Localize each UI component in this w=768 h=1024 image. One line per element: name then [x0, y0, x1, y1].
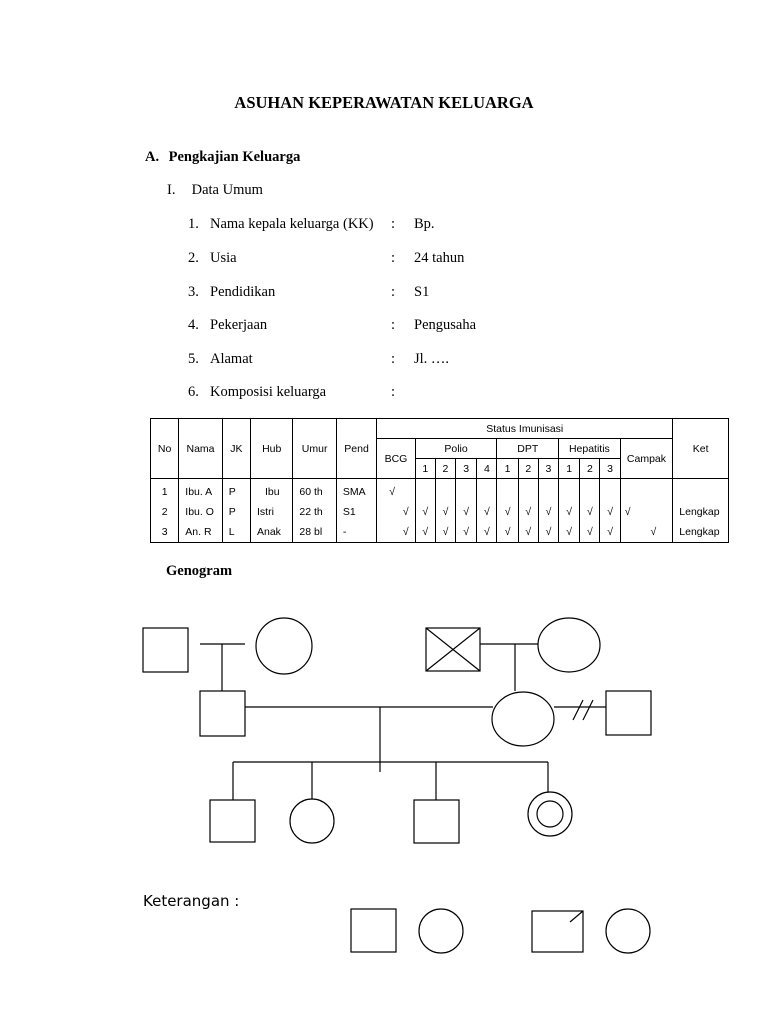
field-colon: : — [391, 317, 396, 333]
cell-hep: √ — [566, 506, 573, 518]
header-polio-dose: 4 — [477, 459, 497, 479]
legend-deceased-male-symbol — [532, 911, 583, 952]
cell-umur: 22 th — [299, 506, 323, 518]
cell-hub: Anak — [257, 526, 281, 538]
field-colon: : — [391, 351, 396, 367]
cell-hep: √ — [607, 506, 613, 518]
cell-jk: P — [228, 486, 236, 498]
daughter-symbol — [290, 799, 334, 843]
field-number: 6. — [188, 384, 199, 400]
grandfather-maternal-deceased-symbol — [426, 628, 480, 671]
header-bcg: BCG — [377, 439, 415, 479]
husband-symbol — [200, 691, 245, 736]
cell-bcg: √ — [389, 486, 396, 498]
field-value: Bp. — [414, 216, 435, 232]
cell-ket: Lengkap — [679, 506, 720, 518]
header-umur: Umur — [293, 419, 336, 479]
cell-no: 3 — [161, 526, 168, 538]
header-ket: Ket — [673, 419, 729, 479]
cell-jk: L — [228, 526, 235, 538]
cell-polio: √ — [422, 506, 429, 518]
son-symbol — [414, 800, 459, 843]
field-colon: : — [391, 250, 396, 266]
cell-polio: √ — [442, 526, 449, 538]
cell-pend: S1 — [342, 506, 356, 518]
cell-no: 2 — [161, 506, 168, 518]
cell-nama: Ibu. A — [185, 486, 213, 498]
field-value: S1 — [414, 284, 430, 300]
cell-polio: √ — [463, 526, 470, 538]
cell-dpt: √ — [545, 506, 552, 518]
cell-dpt: √ — [525, 506, 532, 518]
cell-hub: Ibu — [265, 486, 280, 498]
field-colon: : — [391, 384, 396, 400]
field-colon: : — [391, 284, 396, 300]
header-dpt: DPT — [497, 439, 559, 459]
ex-husband-symbol — [606, 691, 651, 735]
field-label: Nama kepala keluarga (KK) — [210, 216, 374, 232]
header-nama: Nama — [179, 419, 222, 479]
cell-polio: √ — [442, 506, 449, 518]
cell-jk: P — [228, 506, 236, 518]
cell-hep: √ — [587, 526, 593, 538]
cell-bcg: √ — [402, 506, 409, 518]
header-polio-dose: 2 — [435, 459, 455, 479]
header-campak: Campak — [620, 439, 673, 479]
grandmother-maternal-symbol — [538, 618, 600, 672]
section-label: Pengkajian Keluarga — [168, 149, 301, 165]
cell-dpt: √ — [504, 506, 511, 518]
cell-umur: 28 bl — [299, 526, 323, 538]
cell-nama: Ibu. O — [185, 506, 214, 518]
field-label: Alamat — [210, 351, 253, 367]
cell-campak: √ — [624, 506, 631, 518]
header-polio: Polio — [415, 439, 497, 459]
field-number: 3. — [188, 284, 199, 300]
field-number: 4. — [188, 317, 199, 333]
field-label: Pendidikan — [210, 284, 276, 300]
field-number: 2. — [188, 250, 199, 266]
divorce-mark — [573, 700, 583, 720]
field-value: 24 tahun — [414, 250, 465, 266]
page-title: ASUHAN KEPERAWATAN KELUARGA — [234, 93, 534, 112]
header-hep-dose: 2 — [580, 459, 600, 479]
header-hep-dose: 1 — [559, 459, 580, 479]
field-label: Pekerjaan — [210, 317, 268, 333]
grandfather-paternal-symbol — [143, 628, 188, 672]
cell-hep: √ — [607, 526, 613, 538]
field-number: 5. — [188, 351, 199, 367]
cell-hub: Istri — [257, 506, 274, 518]
subsection-number: I. — [167, 182, 176, 198]
cell-campak: √ — [650, 526, 657, 538]
field-label: Usia — [210, 250, 237, 266]
field-number: 1. — [188, 216, 199, 232]
wife-symbol — [492, 692, 554, 746]
divorce-mark — [583, 700, 593, 720]
legend-female-symbol — [419, 909, 463, 953]
header-dpt-dose: 1 — [497, 459, 518, 479]
header-hepatitis: Hepatitis — [559, 439, 621, 459]
cell-no: 1 — [161, 486, 168, 498]
cell-bcg: √ — [402, 526, 409, 538]
field-value: Pengusaha — [414, 317, 477, 333]
header-status-imunisasi: Status Imunisasi — [377, 419, 673, 439]
cell-pend: - — [342, 526, 347, 538]
cell-hep: √ — [566, 526, 573, 538]
cell-polio: √ — [483, 506, 490, 518]
field-colon: : — [391, 216, 396, 232]
son-symbol — [210, 800, 255, 842]
legend-male-symbol — [351, 909, 396, 952]
header-polio-dose: 3 — [456, 459, 477, 479]
field-value: Jl. …. — [414, 351, 450, 367]
header-jk: JK — [222, 419, 250, 479]
header-hep-dose: 3 — [600, 459, 620, 479]
cell-pend: SMA — [342, 486, 366, 498]
cell-polio: √ — [483, 526, 490, 538]
genogram-heading: Genogram — [166, 563, 233, 579]
grandmother-paternal-symbol — [256, 618, 312, 674]
section-number: A. — [145, 149, 160, 165]
legend-female-symbol — [606, 909, 650, 953]
cell-dpt: √ — [545, 526, 552, 538]
cell-polio: √ — [463, 506, 470, 518]
header-no: No — [151, 419, 179, 479]
header-dpt-dose: 2 — [518, 459, 538, 479]
cell-dpt: √ — [504, 526, 511, 538]
cell-hep: √ — [587, 506, 593, 518]
header-polio-dose: 1 — [415, 459, 435, 479]
header-hub: Hub — [251, 419, 293, 479]
header-pend: Pend — [336, 419, 376, 479]
subsection-label: Data Umum — [191, 182, 263, 198]
cell-nama: An. R — [185, 526, 212, 538]
cell-umur: 60 th — [299, 486, 323, 498]
cell-polio: √ — [422, 526, 429, 538]
cell-dpt: √ — [525, 526, 532, 538]
legend-label: Keterangan : — [143, 892, 240, 910]
client-symbol — [528, 792, 572, 836]
field-label: Komposisi keluarga — [210, 384, 327, 400]
cell-ket: Lengkap — [679, 526, 720, 538]
header-dpt-dose: 3 — [538, 459, 558, 479]
